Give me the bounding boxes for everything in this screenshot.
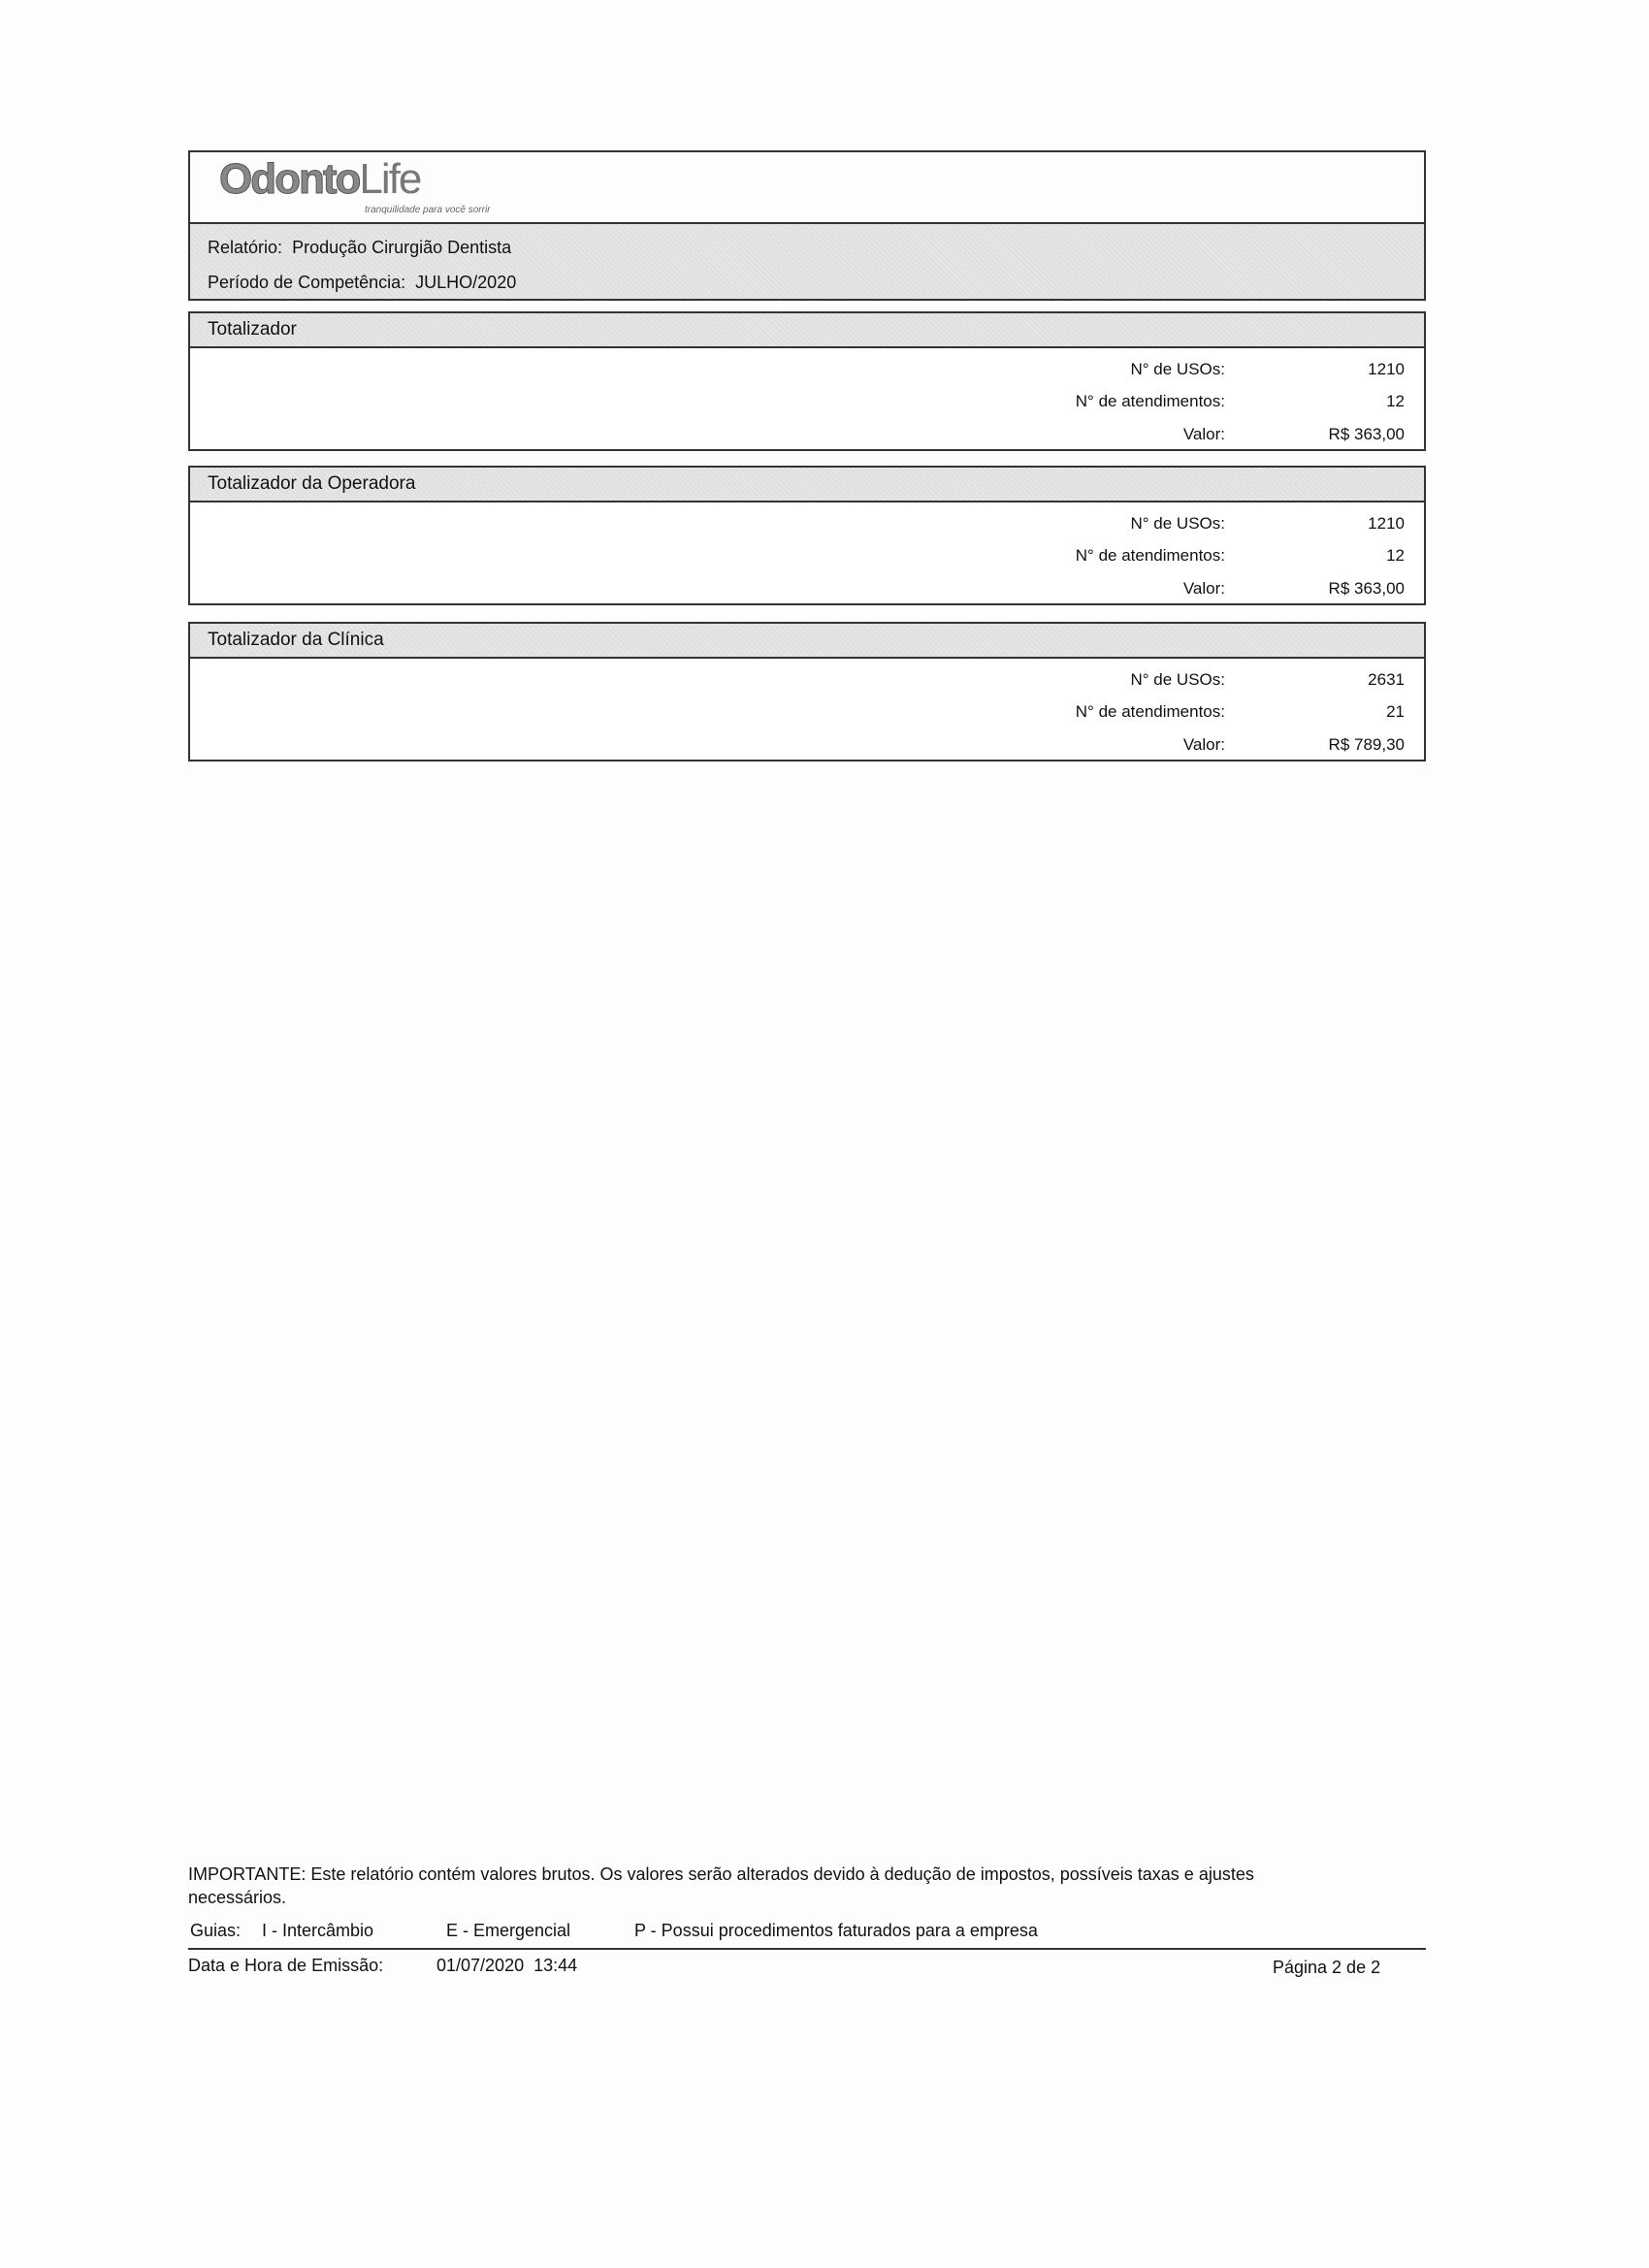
logo-text-b: Life (359, 155, 421, 203)
page-number: Página 2 de 2 (1273, 1958, 1381, 1977)
row-label: N° de atendimentos: (1075, 392, 1225, 410)
report-title: Relatório: Produção Cirurgião Dentista (208, 238, 512, 257)
section-body (188, 501, 1426, 605)
report-header (188, 150, 1426, 301)
row-label: Valor: (1182, 425, 1225, 443)
logo-text-a: Odonto (219, 155, 360, 203)
section-body (188, 346, 1426, 451)
row-label: Valor: (1182, 735, 1225, 754)
row-value: R$ 789,30 (1328, 735, 1405, 754)
row-label: Valor: (1182, 579, 1225, 598)
row-value: 1210 (1368, 360, 1405, 378)
section-header: Totalizador (188, 311, 1426, 348)
competence-period: Período de Competência: JULHO/2020 (208, 273, 517, 292)
row-label: N° de USOs: (1130, 670, 1225, 689)
guia-intercambio: I - Intercâmbio (262, 1921, 374, 1940)
section-header: Totalizador da Clínica (188, 622, 1426, 659)
guia-possui: P - Possui procedimentos faturados para a empresa (634, 1921, 1038, 1940)
section-body (188, 657, 1426, 761)
footer-divider (188, 1948, 1426, 1950)
row-label: N° de atendimentos: (1075, 546, 1225, 565)
row-value: 12 (1386, 546, 1405, 565)
row-label: N° de atendimentos: (1075, 702, 1225, 721)
important-note-cont: necessários. (188, 1888, 287, 1907)
logo-tagline: tranquilidade para você sorrir (365, 205, 491, 215)
row-label: N° de USOs: (1130, 360, 1225, 378)
row-value: 2631 (1368, 670, 1405, 689)
row-value: R$ 363,00 (1328, 579, 1405, 598)
row-value: 1210 (1368, 514, 1405, 533)
emission-value: 01/07/2020 13:44 (436, 1956, 578, 1975)
important-note: IMPORTANTE: Este relatório contém valores brutos. Os valores serão alterados devido à dedução de impostos, possíveis taxas e ajustes (188, 1864, 1254, 1884)
section-header: Totalizador da Operadora (188, 466, 1426, 502)
row-value: 12 (1386, 392, 1405, 410)
row-value: R$ 363,00 (1328, 425, 1405, 443)
guia-emergencial: E - Emergencial (446, 1921, 571, 1940)
row-value: 21 (1386, 702, 1405, 721)
logo-area (190, 152, 1424, 222)
odontolife-logo (219, 156, 704, 218)
emission-label: Data e Hora de Emissão: (188, 1956, 384, 1975)
row-label: N° de USOs: (1130, 514, 1225, 533)
guias-label: Guias: (190, 1921, 242, 1940)
